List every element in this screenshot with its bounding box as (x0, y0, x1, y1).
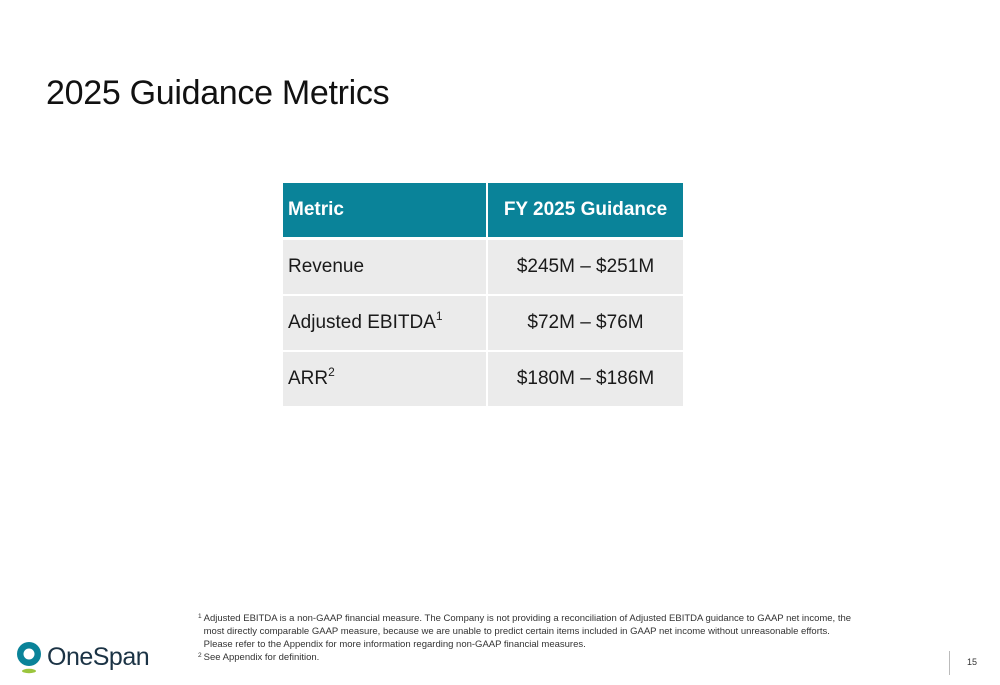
footnote-ref: 1 (435, 309, 443, 323)
page-number: 15 (967, 657, 978, 667)
footnote-text: See Appendix for definition. (203, 652, 320, 663)
metric-cell (283, 239, 487, 296)
guidance-cell: $72M – $76M (487, 295, 683, 351)
header-metric: Metric (283, 183, 487, 239)
guidance-cell: $245M – $251M (487, 239, 683, 296)
footnotes (198, 612, 858, 664)
footer-divider (949, 651, 950, 675)
footnote-mark: 2 (198, 652, 202, 659)
logo-wordmark: OneSpan (47, 642, 150, 671)
footnote (198, 612, 858, 651)
onespan-logo-icon (15, 639, 43, 675)
footnote-ref: 2 (328, 365, 335, 379)
footnote-text: Adjusted EBITDA is a non-GAAP financial measure. The Company is not providing a reconciliation of Adjusted EBITDA guidance to GAAP net income, the most directly comparable GAAP measure, because we are unable to predict certain items included in GAAP net income without unreasonable efforts. Please refer to the Appendix for more information regarding non-GAAP financial measures. (203, 613, 852, 650)
guidance-cell: $180M – $186M (487, 351, 683, 407)
metric-label: ARR (288, 368, 329, 389)
header-guidance: FY 2025 Guidance (487, 183, 683, 239)
metric-cell (283, 351, 487, 407)
metric-cell (283, 295, 487, 351)
metric-label: Adjusted EBITDA (288, 312, 436, 333)
footnote (198, 651, 858, 664)
footnote-mark: 1 (198, 613, 202, 620)
table-row (283, 239, 683, 296)
table-row (283, 351, 683, 407)
table-row (283, 295, 683, 351)
metric-label: Revenue (288, 256, 365, 277)
page-title: 2025 Guidance Metrics (46, 74, 390, 112)
table-header-row (283, 183, 683, 239)
onespan-logo (15, 639, 149, 675)
guidance-table (283, 183, 683, 408)
